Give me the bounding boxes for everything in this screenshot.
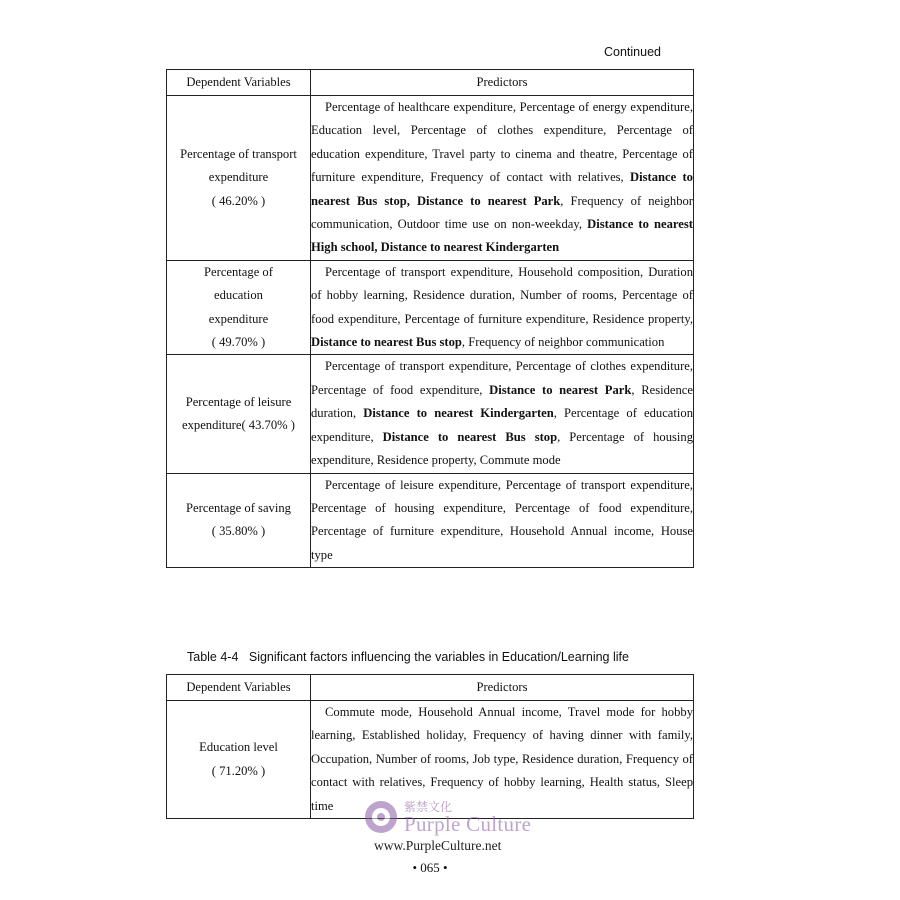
col-header-predictors: Predictors [311, 70, 694, 96]
table-row [167, 96, 694, 261]
dependent-variable-cell [167, 701, 311, 819]
col-header-dependent: Dependent Variables [167, 70, 311, 96]
predictor-segment: , Percentage of housing expenditure, Residence property, Commute mode [311, 429, 693, 468]
dependent-variable-pct: ( 46.20% ) [211, 193, 266, 208]
predictor-segment: , Frequency of neighbor communication, Outdoor time use on non-weekday, [311, 193, 693, 232]
transport-expenditure-table [166, 69, 694, 568]
predictor-bold-segment: Distance to nearest Bus stop [382, 429, 558, 444]
dependent-variable-name: Percentage of education expenditure [204, 264, 273, 326]
predictor-segment: Percentage of transport expenditure, Percentage of clothes expenditure, Percentage of food expenditure, [311, 359, 693, 397]
dependent-variable-name: Percentage of transport expenditure [180, 146, 297, 185]
dependent-variable-name: Percentage of saving [186, 500, 291, 515]
table-row [167, 355, 694, 473]
predictor-segment: Percentage of leisure expenditure, Percentage of transport expenditure, Percentage of housing expenditure, Percentage of food expenditure, Percentage of furniture expenditure, Household Annual income, House type [311, 477, 693, 562]
table-caption-text: Significant factors influencing the variables in Education/Learning life [248, 650, 629, 664]
continued-label: Continued [604, 45, 661, 59]
watermark-brand: Purple Culture [404, 812, 532, 836]
predictors-text [311, 355, 693, 472]
table-caption-label: Table 4-4 [187, 650, 239, 664]
predictor-bold-segment: Distance to nearest Bus stop [311, 335, 462, 350]
col-header-predictors: Predictors [311, 675, 694, 701]
col-header-dependent: Dependent Variables [167, 675, 311, 701]
watermark-chinese-text: 紫禁文化 [404, 800, 453, 814]
predictor-segment: Percentage of healthcare expenditure, Percentage of energy expenditure, Education level, Percentage of clothes expenditure, Percentage of education expenditure, Travel party to cinema and theatre, Percentage of furniture expenditure, Frequency of contact with relatives, [311, 100, 693, 185]
predictors-cell [311, 355, 694, 473]
dependent-variable-name: Percentage of leisure expenditure [182, 394, 292, 432]
watermark [364, 798, 544, 838]
predictor-segment: Commute mode, Household Annual income, Travel mode for hobby learning, Established holiday, Frequency of having dinner with family, Occupation, Number of rooms, Job type, Residence duration, Frequency of contact with relatives, Frequency of hobby learning, Health status, Sleep time [311, 705, 693, 813]
dependent-variable-pct: ( 49.70% ) [211, 335, 266, 350]
dependent-variable-cell [167, 260, 311, 355]
predictor-bold-segment: Distance to nearest High school, Distance to nearest Kindergarten [311, 217, 693, 255]
predictor-segment: , Percentage of education expenditure, [311, 406, 693, 444]
predictor-bold-segment: Distance to nearest Bus stop, Distance to nearest Park [311, 170, 693, 208]
predictors-cell [311, 473, 694, 568]
predictor-bold-segment: Distance to nearest Kindergarten [363, 406, 554, 421]
table-caption [187, 650, 629, 664]
table-row [167, 473, 694, 568]
predictors-cell [311, 96, 694, 261]
table-header-row [167, 70, 694, 96]
dependent-variable-cell [167, 473, 311, 568]
watermark-url: www.PurpleCulture.net [374, 838, 502, 853]
page-number: • 065 • [412, 860, 448, 875]
table-header-row [167, 675, 694, 701]
predictors-text [311, 474, 693, 568]
dependent-variable-pct: ( 35.80% ) [211, 524, 266, 539]
predictors-text [311, 261, 693, 355]
predictor-bold-segment: Distance to nearest Park [489, 382, 632, 397]
dependent-variable-pct: ( 43.70% ) [241, 417, 295, 432]
predictor-segment: , Frequency of neighbor communication [461, 335, 665, 350]
predictors-cell [311, 260, 694, 355]
predictors-text [311, 96, 693, 260]
dependent-variable-cell [167, 355, 311, 473]
predictor-segment: Percentage of transport expenditure, Household composition, Duration of hobby learning, Residence duration, Number of rooms, Percentage of food expenditure, Percentage of furniture expenditure, Residence property, [311, 264, 693, 326]
dependent-variable-name: Education level [199, 740, 278, 755]
purple-culture-logo-icon [364, 800, 398, 834]
table-row [167, 260, 694, 355]
dependent-variable-pct: ( 71.20% ) [211, 763, 266, 778]
dependent-variable-cell [167, 96, 311, 261]
predictor-segment: , Residence duration, [311, 382, 693, 421]
